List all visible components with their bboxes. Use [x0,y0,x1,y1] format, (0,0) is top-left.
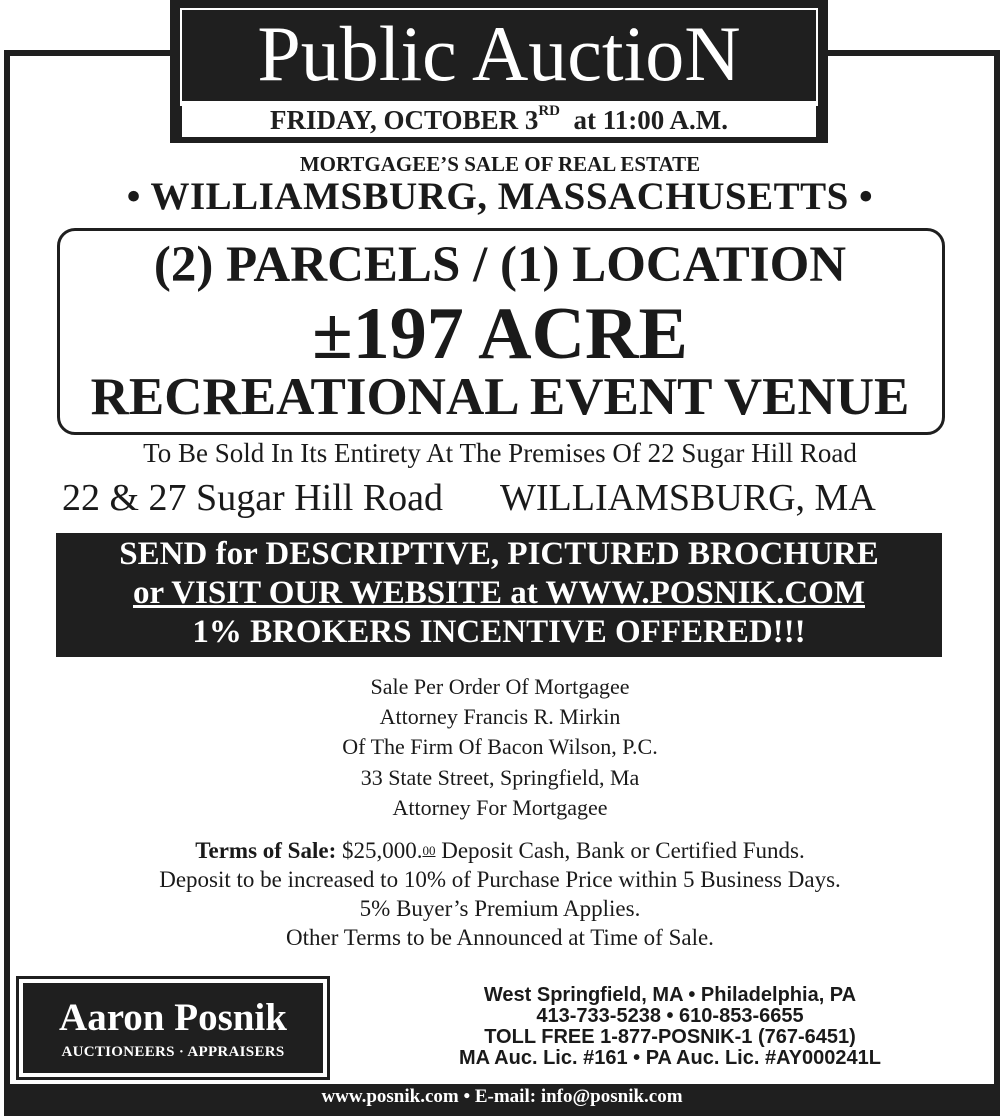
terms-label: Terms of Sale: [195,838,337,863]
attorney-line-5: Attorney For Mortgagee [392,795,608,820]
terms-line-1 [0,836,1000,865]
header-banner [170,0,828,143]
attorney-line-3: Of The Firm Of Bacon Wilson, P.C. [342,734,658,759]
contact-block [425,985,915,1069]
contact-tollfree: TOLL FREE 1-877-POSNIK-1 (767-6451) [484,1026,856,1048]
date-main: FRIDAY, OCTOBER 3 [270,105,539,135]
parcels-heading: (2) PARCELS / (1) LOCATION [153,237,847,293]
date-time: at 11:00 A.M. [573,105,728,135]
attorney-line-1: Sale Per Order Of Mortgagee [370,674,630,699]
terms-line-4: Other Terms to be Announced at Time of Sale. [286,925,714,950]
venue-heading: RECREATIONAL EVENT VENUE [90,368,910,426]
location-heading: • WILLIAMSBURG, MASSACHUSETTS • [126,175,874,218]
deposit-cents: 00 [422,843,436,858]
attorney-line-4: 33 State Street, Springfield, Ma [360,765,640,790]
contact-offices: West Springfield, MA • Philadelphia, PA [483,984,857,1006]
deposit-rest: Deposit Cash, Bank or Certified Funds. [441,838,805,863]
terms-line-3: 5% Buyer’s Premium Applies. [359,896,641,921]
date-suffix: RD [538,103,560,119]
company-logo [16,976,330,1080]
sale-type: MORTGAGEE’S SALE OF REAL ESTATE [299,152,701,176]
terms-block [0,836,1000,952]
promo-website-link[interactable]: or VISIT OUR WEBSITE at WWW.POSNIK.COM [133,575,865,611]
logo-panel [23,983,323,1073]
promo-brochure: SEND for DESCRIPTIVE, PICTURED BROCHURE [119,536,879,572]
footer-bar: www.posnik.com • E-mail: info@posnik.com [4,1084,1000,1114]
acre-heading: ±197 ACRE [312,293,688,375]
deposit-amount: $25,000. [341,838,423,863]
page-title: Public AuctioN [180,8,818,106]
auction-date [182,101,816,137]
city-state: WILLIAMSBURG, MA [500,477,876,519]
terms-line-2: Deposit to be increased to 10% of Purchase Price within 5 Business Days. [159,867,841,892]
street-address: 22 & 27 Sugar Hill Road [62,477,444,519]
contact-licenses: MA Auc. Lic. #161 • PA Auc. Lic. #AY000241L [459,1047,881,1069]
sold-line: To Be Sold In Its Entirety At The Premises Of 22 Sugar Hill Road [143,438,857,468]
contact-phones: 413-733-5238 • 610-853-6655 [536,1005,804,1027]
logo-tagline: AUCTIONEERS · APPRAISERS [61,1044,285,1060]
logo-name: Aaron Posnik [59,996,287,1039]
attorney-line-2: Attorney Francis R. Mirkin [379,704,621,729]
promo-incentive: 1% BROKERS INCENTIVE OFFERED!!! [192,614,806,650]
promo-box [56,533,942,657]
